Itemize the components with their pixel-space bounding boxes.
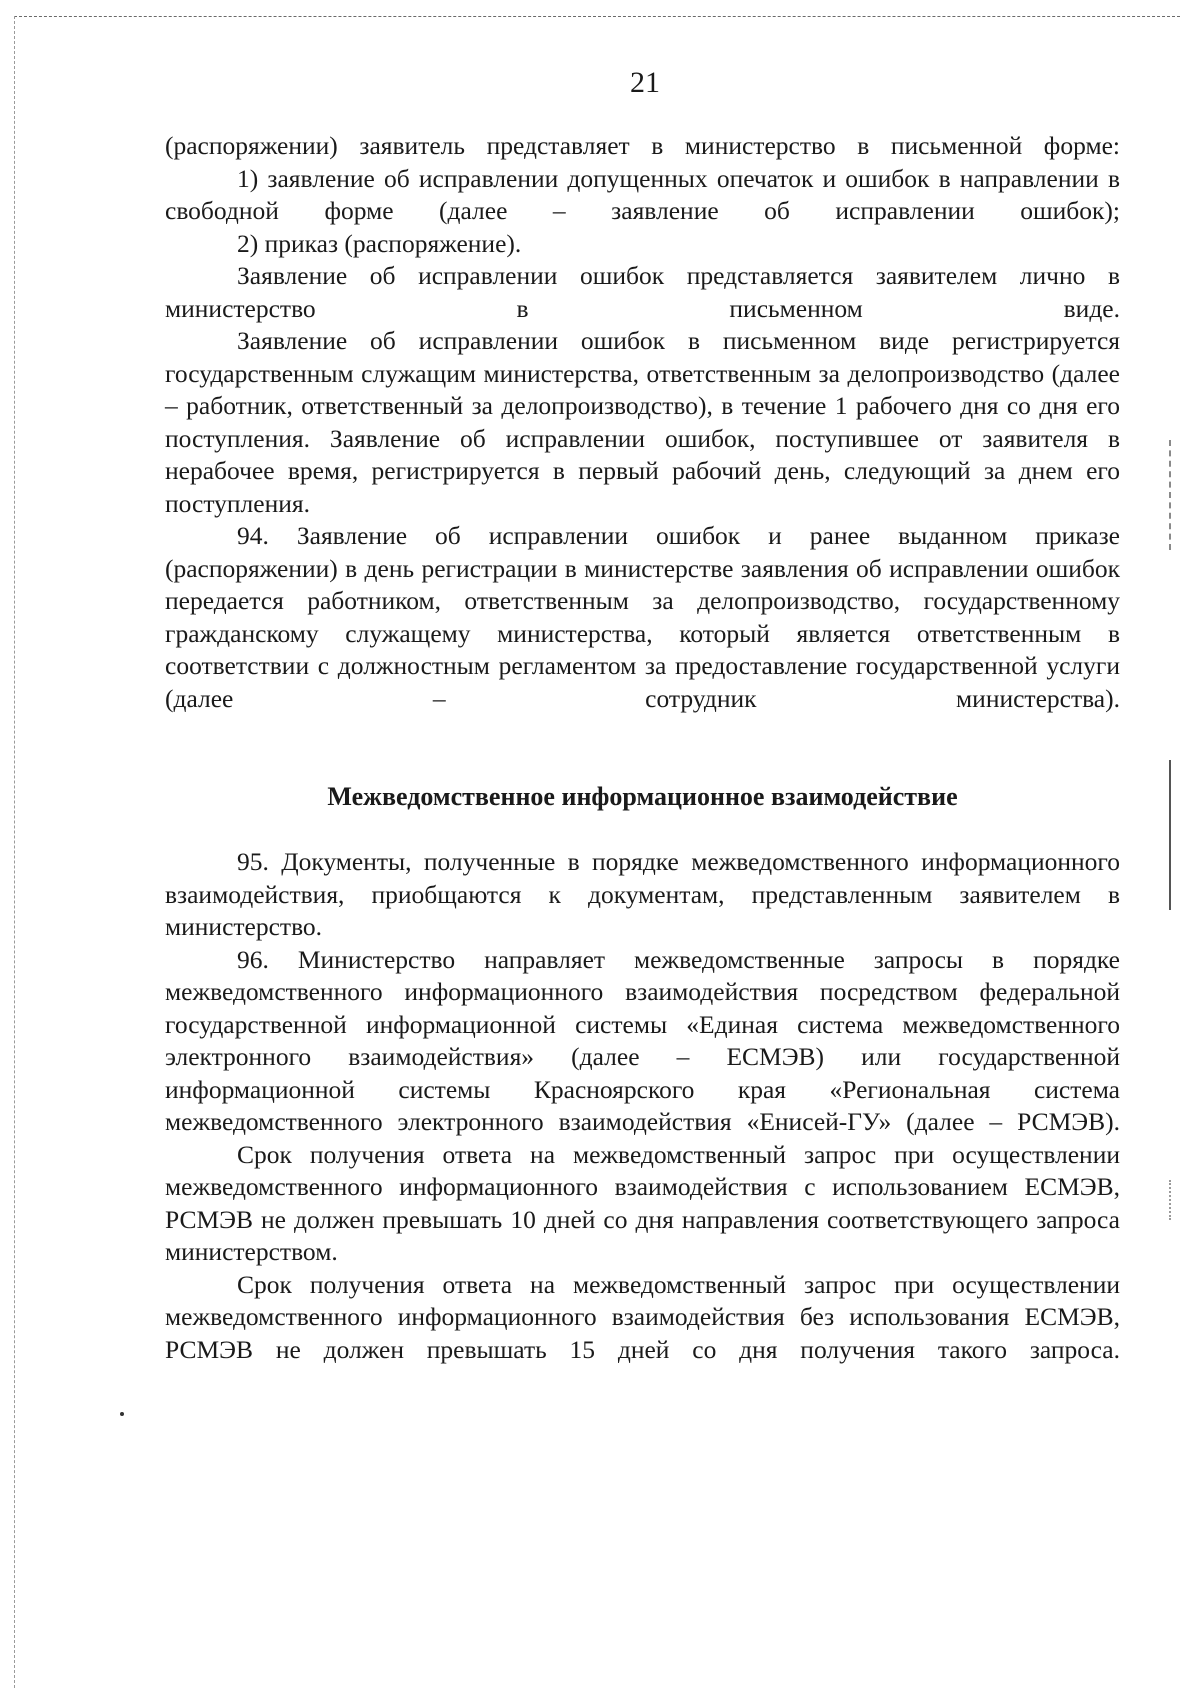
scan-artifact-right-edge <box>1169 440 1171 550</box>
section-heading: Межведомственное информационное взаимодействие <box>327 782 958 811</box>
scan-artifact-right-edge <box>1169 1180 1171 1220</box>
scan-frame-top-edge <box>14 16 1180 17</box>
scan-frame-left-edge <box>14 16 15 1688</box>
paragraph-95: 95. Документы, полученные в порядке межведомственного информационного взаимодействия, приобщаются к документам, представленным заявителем в министерство. <box>165 847 1120 941</box>
paragraph-item-2: 2) приказ (распоряжение). <box>237 228 522 258</box>
paragraph-continuation: (распоряжении) заявитель представляет в министерство в письменной форме: <box>165 131 1120 160</box>
paragraph-94: 94. Заявление об исправлении ошибок и ранее выданном приказе (распоряжении) в день регистрации в министерстве заявления об исправлении ошибок передается работником, ответственным за делопроизводство, государственному гражданскому служащему министерства, который является ответственным в соответствии с должностным регламентом за предоставление государственной услуги (далее – сотрудник министерства). <box>165 521 1120 713</box>
paragraph: Срок получения ответа на межведомственный запрос при осуществлении межведомственного информационного взаимодействия с использованием ЕСМЭВ, РСМЭВ не должен превышать 10 дней со дня направления соответствующего запроса министерством. <box>165 1139 1120 1266</box>
document-body <box>165 130 1120 1366</box>
scan-speck <box>120 1412 124 1416</box>
paragraph: Заявление об исправлении ошибок представляется заявителем лично в министерство в письменном виде. <box>165 261 1120 323</box>
paragraph: Срок получения ответа на межведомственный запрос при осуществлении межведомственного информационного взаимодействия без использования ЕСМЭВ, РСМЭВ не должен превышать 15 дней со дня получения такого запроса. <box>165 1269 1120 1364</box>
paragraph-item-1: 1) заявление об исправлении допущенных опечаток и ошибок в направлении в свободной форме (далее – заявление об исправлении ошибок); <box>165 163 1120 225</box>
page-number: 21 <box>630 66 660 99</box>
scan-artifact-right-edge <box>1169 760 1171 910</box>
paragraph: Заявление об исправлении ошибок в письменном виде регистрируется государственным служащим министерства, ответственным за делопроизводство (далее – работник, ответственный за делопроизводство), в течение 1 рабочего дня со дня его поступления. Заявление об исправлении ошибок, поступившее от заявителя в нерабочее время, регистрируется в первый рабочий день, следующий за днем его поступления. <box>165 326 1120 518</box>
paragraph-96: 96. Министерство направляет межведомственные запросы в порядке межведомственного информационного взаимодействия посредством федеральной государственной информационной системы «Единая система межведомственного электронного взаимодействия» (далее – ЕСМЭВ) или государственной информационной системы Красноярского края «Региональная система межведомственного электронного взаимодействия «Енисей-ГУ» (далее – РСМЭВ). <box>165 944 1120 1136</box>
